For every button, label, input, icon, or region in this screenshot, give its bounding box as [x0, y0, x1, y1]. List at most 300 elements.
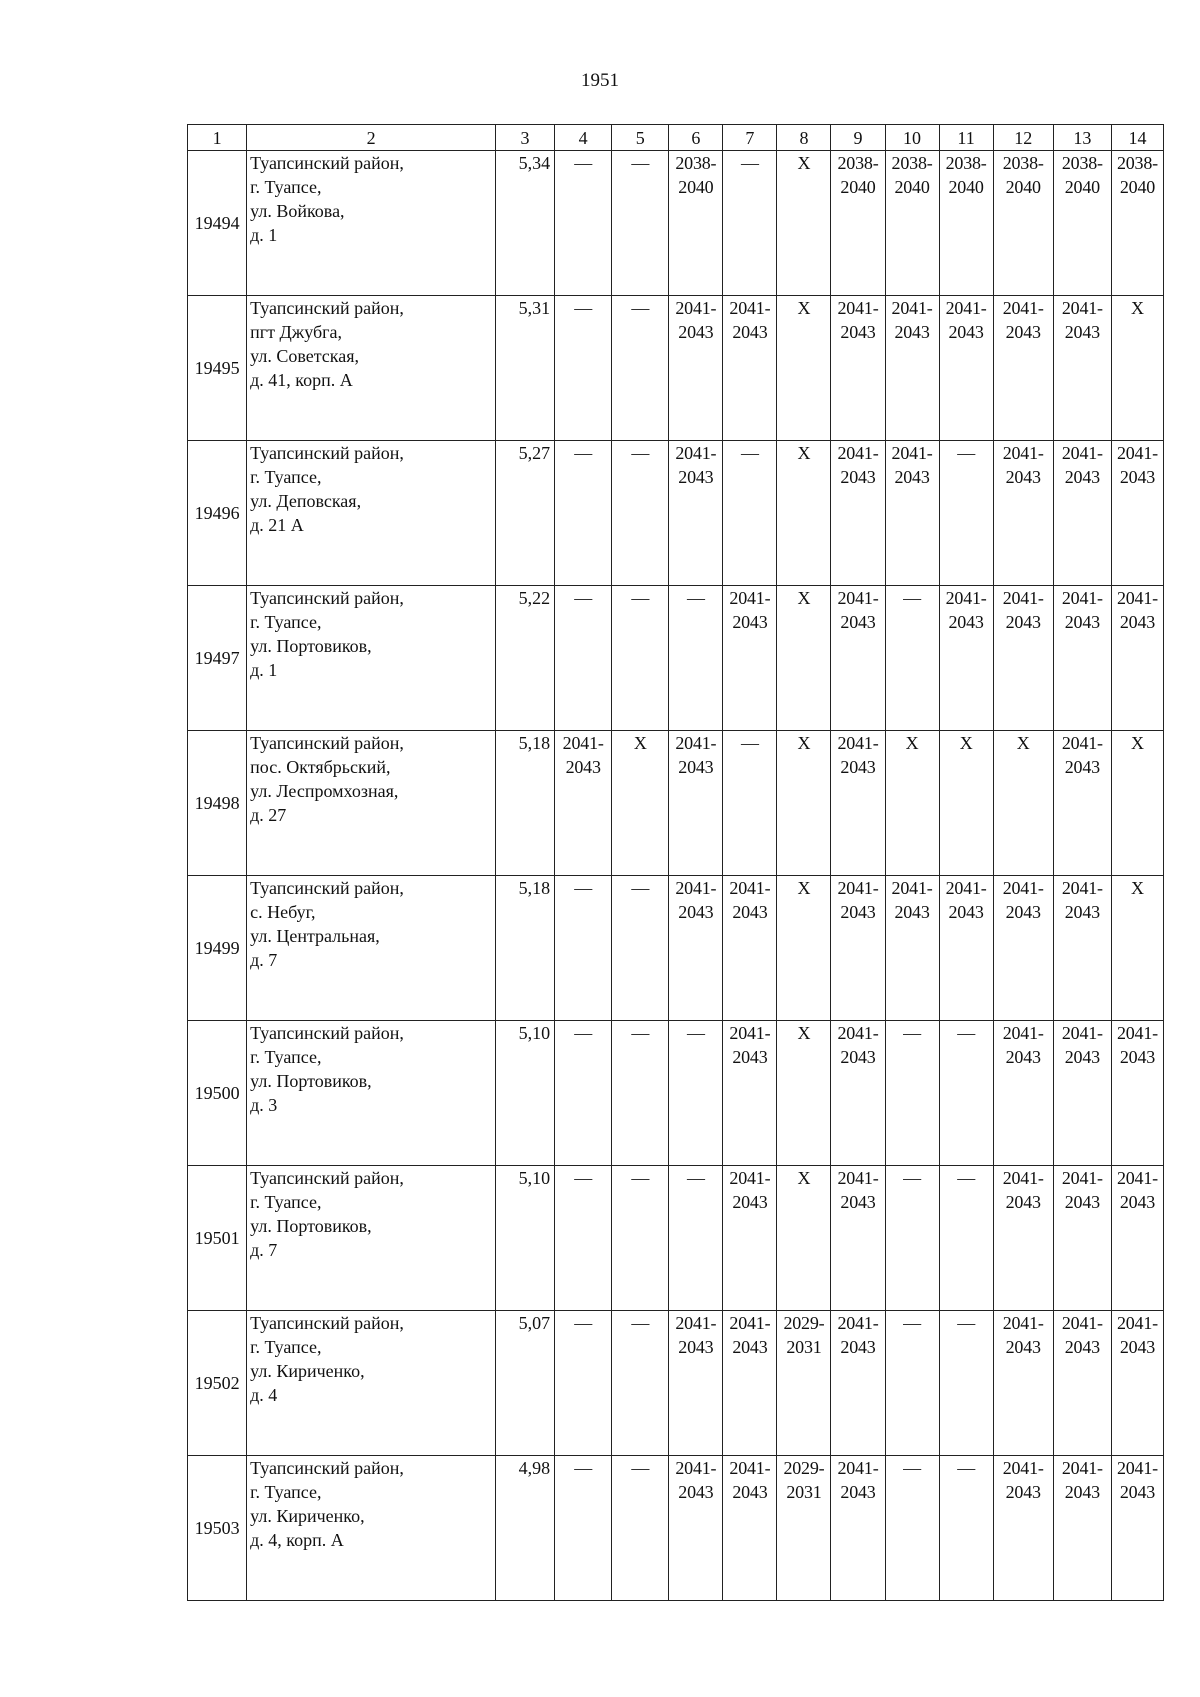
period-end: 2040 — [948, 177, 984, 197]
period-end: 2043 — [1064, 1192, 1100, 1212]
period-start: 2041- — [1002, 1458, 1044, 1478]
period-start: 2041- — [1116, 443, 1158, 463]
period-cell — [1111, 1456, 1163, 1601]
row-number-cell: 19499 — [188, 876, 247, 1021]
period-cell — [831, 296, 885, 441]
period-end: 2040 — [894, 177, 930, 197]
period-start: 2041- — [1061, 1023, 1103, 1043]
row-number-cell: 19494 — [188, 151, 247, 296]
period-cell — [723, 296, 777, 441]
column-header: 13 — [1053, 125, 1111, 151]
period-cell — [993, 1311, 1053, 1456]
period-cell: X — [885, 731, 939, 876]
address-line: г. Туапсе, — [250, 1192, 322, 1212]
address-line: с. Небуг, — [250, 902, 316, 922]
address-cell — [247, 151, 496, 296]
value-cell: 5,27 — [495, 441, 554, 586]
period-start: 2041- — [891, 443, 933, 463]
period-cell: — — [555, 151, 612, 296]
period-end: 2043 — [948, 902, 984, 922]
row-number-cell: 19502 — [188, 1311, 247, 1456]
address-line: г. Туапсе, — [250, 1482, 322, 1502]
period-start: 2041- — [729, 1168, 771, 1188]
value-cell: 5,10 — [495, 1021, 554, 1166]
period-start: 2041- — [1002, 298, 1044, 318]
address-line: г. Туапсе, — [250, 612, 322, 632]
address-line: г. Туапсе, — [250, 177, 322, 197]
period-cell — [1111, 441, 1163, 586]
period-end: 2043 — [894, 902, 930, 922]
period-start: 2041- — [837, 878, 879, 898]
period-cell — [993, 441, 1053, 586]
period-end: 2043 — [732, 1192, 768, 1212]
period-end: 2043 — [1064, 1337, 1100, 1357]
period-cell: X — [777, 586, 831, 731]
address-cell — [247, 296, 496, 441]
address-line: пос. Октябрьский, — [250, 757, 391, 777]
address-cell — [247, 1456, 496, 1601]
period-start: 2041- — [1061, 443, 1103, 463]
period-end: 2043 — [948, 612, 984, 632]
address-line: д. 7 — [250, 950, 278, 970]
period-start: 2041- — [945, 878, 987, 898]
column-header: 10 — [885, 125, 939, 151]
period-cell: — — [555, 1021, 612, 1166]
period-cell: X — [1111, 731, 1163, 876]
period-start: 2041- — [675, 878, 717, 898]
period-end: 2043 — [1064, 902, 1100, 922]
period-cell: — — [723, 731, 777, 876]
period-cell: — — [885, 1021, 939, 1166]
period-cell — [1053, 1311, 1111, 1456]
address-line: Туапсинский район, — [250, 1313, 404, 1333]
period-cell: X — [612, 731, 669, 876]
address-line: ул. Кириченко, — [250, 1361, 365, 1381]
period-start: 2041- — [837, 1168, 879, 1188]
period-end: 2043 — [1005, 1337, 1041, 1357]
address-line: д. 7 — [250, 1240, 278, 1260]
period-cell: — — [555, 1456, 612, 1601]
period-cell: X — [777, 1166, 831, 1311]
address-line: Туапсинский район, — [250, 153, 404, 173]
period-cell — [723, 1456, 777, 1601]
address-line: ул. Портовиков, — [250, 636, 372, 656]
period-cell: — — [612, 1021, 669, 1166]
period-end: 2043 — [1119, 1482, 1156, 1502]
column-header: 9 — [831, 125, 885, 151]
period-start: 2041- — [1002, 1023, 1044, 1043]
address-line: д. 4 — [250, 1385, 278, 1405]
address-cell — [247, 586, 496, 731]
period-start: 2041- — [945, 298, 987, 318]
address-cell — [247, 731, 496, 876]
period-end: 2040 — [1064, 177, 1100, 197]
period-end: 2043 — [840, 322, 876, 342]
column-header: 12 — [993, 125, 1053, 151]
period-cell — [885, 151, 939, 296]
period-end: 2043 — [840, 1047, 876, 1067]
period-start: 2041- — [729, 588, 771, 608]
period-end: 2043 — [1005, 612, 1041, 632]
period-cell — [777, 1311, 831, 1456]
period-end: 2031 — [786, 1337, 822, 1357]
address-line: д. 41, корп. А — [250, 370, 353, 390]
period-end: 2043 — [1064, 757, 1100, 777]
period-end: 2043 — [1064, 1482, 1100, 1502]
address-cell — [247, 1166, 496, 1311]
column-header: 14 — [1111, 125, 1163, 151]
period-start: 2041- — [837, 443, 879, 463]
address-cell — [247, 1021, 496, 1166]
period-end: 2043 — [1005, 322, 1041, 342]
period-end: 2040 — [678, 177, 714, 197]
period-cell: — — [723, 441, 777, 586]
row-number-cell: 19497 — [188, 586, 247, 731]
period-start: 2041- — [1002, 443, 1044, 463]
period-end: 2040 — [1119, 177, 1156, 197]
period-start: 2041- — [562, 733, 604, 753]
period-end: 2043 — [894, 467, 930, 487]
address-line: Туапсинский район, — [250, 1458, 404, 1478]
period-end: 2043 — [1005, 1047, 1041, 1067]
period-cell: — — [885, 1166, 939, 1311]
address-line: Туапсинский район, — [250, 1168, 404, 1188]
period-start: 2041- — [837, 1313, 879, 1333]
column-header: 7 — [723, 125, 777, 151]
period-start: 2038- — [675, 153, 717, 173]
period-cell — [1053, 296, 1111, 441]
period-end: 2043 — [1119, 1337, 1156, 1357]
period-end: 2043 — [840, 1337, 876, 1357]
period-cell: X — [1111, 876, 1163, 1021]
period-cell — [993, 1166, 1053, 1311]
period-cell — [669, 151, 723, 296]
period-cell — [993, 151, 1053, 296]
value-cell: 5,18 — [495, 731, 554, 876]
period-end: 2043 — [678, 1337, 714, 1357]
period-end: 2043 — [732, 322, 768, 342]
page-number: 1951 — [581, 70, 619, 91]
value-cell: 4,98 — [495, 1456, 554, 1601]
address-line: г. Туапсе, — [250, 1047, 322, 1067]
period-end: 2043 — [732, 612, 768, 632]
period-cell — [1111, 1311, 1163, 1456]
period-start: 2041- — [1061, 298, 1103, 318]
row-number-cell: 19498 — [188, 731, 247, 876]
address-line: пгт Джубга, — [250, 322, 343, 342]
period-cell: — — [612, 876, 669, 1021]
period-cell — [993, 1456, 1053, 1601]
address-line: д. 1 — [250, 225, 278, 245]
period-cell: — — [612, 296, 669, 441]
period-cell: — — [939, 441, 993, 586]
period-end: 2043 — [894, 322, 930, 342]
period-end: 2043 — [1005, 902, 1041, 922]
period-cell: — — [612, 1311, 669, 1456]
period-cell: — — [555, 441, 612, 586]
period-end: 2043 — [1064, 612, 1100, 632]
period-end: 2043 — [1119, 1192, 1156, 1212]
period-end: 2043 — [840, 1192, 876, 1212]
period-start: 2041- — [891, 878, 933, 898]
period-cell: X — [777, 151, 831, 296]
period-cell: — — [939, 1021, 993, 1166]
period-start: 2041- — [837, 588, 879, 608]
period-cell — [669, 1456, 723, 1601]
column-header: 5 — [612, 125, 669, 151]
period-cell: — — [612, 151, 669, 296]
period-cell — [723, 586, 777, 731]
period-cell — [1053, 586, 1111, 731]
period-cell — [669, 441, 723, 586]
address-line: д. 27 — [250, 805, 287, 825]
period-start: 2038- — [891, 153, 933, 173]
period-cell — [723, 876, 777, 1021]
period-cell — [831, 586, 885, 731]
period-start: 2041- — [1061, 733, 1103, 753]
period-start: 2041- — [1061, 1458, 1103, 1478]
period-end: 2043 — [732, 902, 768, 922]
register-table — [187, 124, 1164, 1601]
period-cell: X — [777, 876, 831, 1021]
period-start: 2041- — [675, 298, 717, 318]
period-cell: — — [885, 586, 939, 731]
period-end: 2043 — [1005, 467, 1041, 487]
period-start: 2041- — [729, 878, 771, 898]
address-line: Туапсинский район, — [250, 298, 404, 318]
table-row — [188, 876, 1164, 1021]
period-start: 2038- — [1061, 153, 1103, 173]
address-line: г. Туапсе, — [250, 467, 322, 487]
period-cell: X — [777, 296, 831, 441]
period-start: 2038- — [1002, 153, 1044, 173]
period-cell — [723, 1021, 777, 1166]
period-cell — [1053, 1166, 1111, 1311]
address-cell — [247, 441, 496, 586]
period-cell: — — [555, 1311, 612, 1456]
period-cell: — — [612, 1456, 669, 1601]
column-header: 8 — [777, 125, 831, 151]
period-cell — [939, 876, 993, 1021]
period-start: 2041- — [1116, 1458, 1158, 1478]
period-start: 2041- — [1002, 1168, 1044, 1188]
period-cell: — — [555, 586, 612, 731]
address-line: ул. Портовиков, — [250, 1071, 372, 1091]
table-row — [188, 151, 1164, 296]
period-end: 2043 — [1119, 612, 1156, 632]
period-cell: — — [555, 296, 612, 441]
address-cell — [247, 1311, 496, 1456]
period-cell: X — [777, 441, 831, 586]
period-cell — [1111, 1166, 1163, 1311]
period-cell — [885, 441, 939, 586]
period-end: 2040 — [1005, 177, 1041, 197]
column-header: 4 — [555, 125, 612, 151]
period-start: 2041- — [1061, 1168, 1103, 1188]
period-cell — [831, 1021, 885, 1166]
period-start: 2041- — [1061, 878, 1103, 898]
period-cell — [669, 731, 723, 876]
period-end: 2043 — [678, 902, 714, 922]
period-end: 2043 — [1064, 322, 1100, 342]
period-end: 2043 — [732, 1047, 768, 1067]
period-end: 2043 — [678, 757, 714, 777]
period-cell: — — [669, 1021, 723, 1166]
value-cell: 5,34 — [495, 151, 554, 296]
period-cell — [885, 876, 939, 1021]
address-line: Туапсинский район, — [250, 878, 404, 898]
address-line: Туапсинский район, — [250, 443, 404, 463]
header-row — [188, 125, 1164, 151]
period-end: 2043 — [840, 612, 876, 632]
period-end: 2043 — [1005, 1192, 1041, 1212]
period-start: 2041- — [1116, 1168, 1158, 1188]
period-start: 2041- — [675, 1458, 717, 1478]
period-cell: — — [723, 151, 777, 296]
period-cell — [1111, 1021, 1163, 1166]
value-cell: 5,10 — [495, 1166, 554, 1311]
period-cell — [1053, 1021, 1111, 1166]
period-start: 2029- — [783, 1458, 825, 1478]
period-start: 2041- — [837, 733, 879, 753]
period-end: 2043 — [678, 322, 714, 342]
period-cell: X — [1111, 296, 1163, 441]
period-start: 2041- — [729, 1023, 771, 1043]
period-start: 2041- — [1116, 588, 1158, 608]
address-line: ул. Советская, — [250, 346, 360, 366]
period-cell: — — [939, 1311, 993, 1456]
column-header: 6 — [669, 125, 723, 151]
period-start: 2041- — [675, 443, 717, 463]
period-cell: — — [669, 586, 723, 731]
period-cell — [723, 1166, 777, 1311]
table-body — [188, 151, 1164, 1601]
period-start: 2041- — [1002, 1313, 1044, 1333]
period-cell: X — [939, 731, 993, 876]
period-end: 2043 — [1119, 467, 1156, 487]
period-end: 2043 — [1005, 1482, 1041, 1502]
period-end: 2043 — [840, 902, 876, 922]
period-start: 2038- — [1116, 153, 1158, 173]
address-line: ул. Деповская, — [250, 491, 362, 511]
period-cell — [1053, 441, 1111, 586]
period-end: 2031 — [786, 1482, 822, 1502]
period-end: 2043 — [948, 322, 984, 342]
period-cell: — — [885, 1311, 939, 1456]
period-cell: X — [777, 1021, 831, 1166]
period-end: 2043 — [732, 1482, 768, 1502]
period-cell: — — [555, 1166, 612, 1311]
period-cell — [1053, 1456, 1111, 1601]
table-header — [188, 125, 1164, 151]
period-cell — [1053, 731, 1111, 876]
period-start: 2038- — [945, 153, 987, 173]
table-row — [188, 1456, 1164, 1601]
address-line: ул. Центральная, — [250, 926, 380, 946]
address-line: г. Туапсе, — [250, 1337, 322, 1357]
period-start: 2041- — [1061, 588, 1103, 608]
period-start: 2029- — [783, 1313, 825, 1333]
period-start: 2041- — [729, 298, 771, 318]
period-cell — [669, 876, 723, 1021]
period-cell: — — [939, 1166, 993, 1311]
address-line: Туапсинский район, — [250, 588, 404, 608]
period-cell — [885, 296, 939, 441]
address-line: ул. Портовиков, — [250, 1216, 372, 1236]
table-row — [188, 1311, 1164, 1456]
period-end: 2043 — [1119, 1047, 1156, 1067]
period-cell: — — [612, 586, 669, 731]
column-header: 3 — [495, 125, 554, 151]
table-row — [188, 731, 1164, 876]
period-cell — [993, 296, 1053, 441]
period-cell: — — [612, 441, 669, 586]
address-line: ул. Леспромхозная, — [250, 781, 399, 801]
period-start: 2041- — [675, 1313, 717, 1333]
period-cell — [1111, 586, 1163, 731]
period-start: 2041- — [729, 1458, 771, 1478]
period-cell — [831, 1166, 885, 1311]
period-start: 2038- — [837, 153, 879, 173]
row-number-cell: 19500 — [188, 1021, 247, 1166]
period-start: 2041- — [1002, 588, 1044, 608]
period-cell — [555, 731, 612, 876]
column-header: 2 — [247, 125, 496, 151]
period-end: 2043 — [1064, 1047, 1100, 1067]
address-line: ул. Войкова, — [250, 201, 345, 221]
period-start: 2041- — [729, 1313, 771, 1333]
period-end: 2043 — [565, 757, 601, 777]
period-end: 2043 — [678, 1482, 714, 1502]
period-start: 2041- — [1061, 1313, 1103, 1333]
period-end: 2043 — [732, 1337, 768, 1357]
period-cell — [1053, 876, 1111, 1021]
period-cell — [1111, 151, 1163, 296]
period-start: 2041- — [945, 588, 987, 608]
period-cell — [993, 1021, 1053, 1166]
row-number-cell: 19503 — [188, 1456, 247, 1601]
period-end: 2043 — [840, 757, 876, 777]
period-cell — [993, 586, 1053, 731]
period-start: 2041- — [837, 1458, 879, 1478]
period-cell — [777, 1456, 831, 1601]
value-cell: 5,18 — [495, 876, 554, 1021]
table-row — [188, 586, 1164, 731]
column-header: 1 — [188, 125, 247, 151]
period-cell: — — [885, 1456, 939, 1601]
period-cell — [993, 876, 1053, 1021]
row-number-cell: 19495 — [188, 296, 247, 441]
period-start: 2041- — [675, 733, 717, 753]
table-row — [188, 296, 1164, 441]
address-line: д. 1 — [250, 660, 278, 680]
period-end: 2043 — [1064, 467, 1100, 487]
period-cell — [669, 1311, 723, 1456]
value-cell: 5,31 — [495, 296, 554, 441]
table-row — [188, 1166, 1164, 1311]
row-number-cell: 19501 — [188, 1166, 247, 1311]
address-cell — [247, 876, 496, 1021]
table-row — [188, 1021, 1164, 1166]
period-cell — [723, 1311, 777, 1456]
column-header: 11 — [939, 125, 993, 151]
period-cell: — — [555, 876, 612, 1021]
period-cell — [831, 876, 885, 1021]
period-cell — [831, 441, 885, 586]
table-row — [188, 441, 1164, 586]
address-line: д. 4, корп. А — [250, 1530, 344, 1550]
period-start: 2041- — [837, 298, 879, 318]
